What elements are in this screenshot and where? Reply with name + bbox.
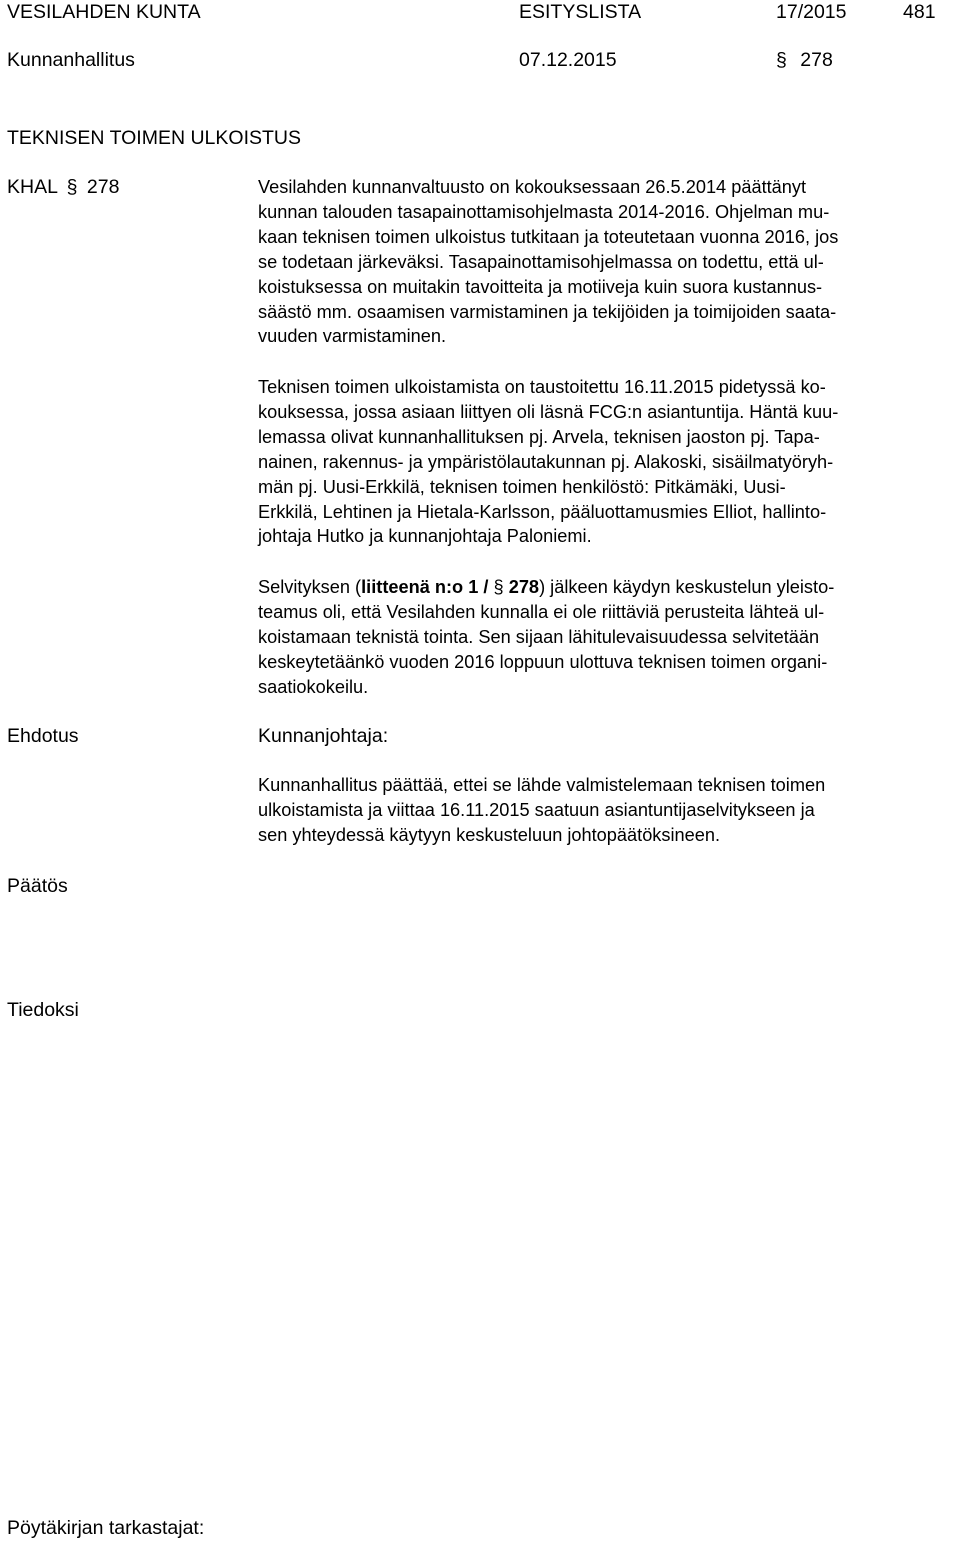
paragraph-line: ulkoistamista ja viittaa 16.11.2015 saatuun asiantuntijaselvitykseen ja (258, 799, 815, 820)
reviewers-label: Pöytäkirjan tarkastajat: (7, 1517, 205, 1539)
paragraph-line: se todetaan järkeväksi. Tasapainottamisohjelmassa on todettu, että ul- (258, 251, 824, 272)
paragraph-line: säästö mm. osaamisen varmistaminen ja tekijöiden ja toimijoiden saata- (258, 301, 837, 322)
info-label: Tiedoksi (7, 999, 79, 1021)
paragraph-line: sen yhteydessä käytyyn keskusteluun johtopäätöksineen. (258, 824, 721, 845)
reference-prefix: KHAL (7, 176, 58, 198)
background-paragraph (258, 175, 838, 349)
selvitys-text-end: ) jälkeen käydyn keskustelun yleisto- (539, 577, 835, 597)
page-title: TEKNISEN TOIMEN ULKOISTUS (7, 127, 302, 149)
proposal-label: Ehdotus (7, 725, 79, 747)
issue-number: 17/2015 (776, 1, 847, 23)
attachment-section-symbol: § (493, 577, 504, 597)
meeting-date: 07.12.2015 (519, 49, 617, 71)
paragraph-line: koistamaan teknistä tointa. Sen sijaan lähitulevaisuudessa selvitetään (258, 626, 820, 647)
decision-label: Päätös (7, 875, 68, 897)
paragraph-line: saatiokokeilu. (258, 676, 369, 697)
body-name: Kunnanhallitus (7, 49, 135, 71)
section-ref (776, 48, 833, 72)
selvitys-paragraph (258, 575, 834, 700)
reference (7, 175, 119, 199)
paragraph-line (258, 575, 834, 600)
paragraph-line: lemassa olivat kunnanhallituksen pj. Arvela, teknisen jaoston pj. Tapa- (258, 426, 820, 447)
page-number: 481 (903, 1, 936, 23)
attachment-section-number: 278 (508, 577, 540, 597)
selvitys-text-start: Selvityksen ( (258, 577, 362, 597)
paragraph-line: nainen, rakennus- ja ympäristölautakunnan pj. Alakoski, sisäilmatyöryh- (258, 451, 834, 472)
paragraph-line: kaan teknisen toimen ulkoistus tutkitaan ja toteutetaan vuonna 2016, jos (258, 226, 839, 247)
paragraph-line: vuuden varmistaminen. (258, 326, 447, 347)
reference-number: 278 (86, 176, 120, 198)
attachment-ref: liitteenä n:o 1 / (361, 577, 489, 597)
paragraph-line: johtaja Hutko ja kunnanjohtaja Paloniemi. (258, 526, 592, 547)
background-paragraph (258, 375, 838, 549)
proposer: Kunnanjohtaja: (258, 725, 389, 747)
paragraph-line: keskeytetäänkö vuoden 2016 loppuun ulottuva teknisen toimen organi- (258, 651, 828, 672)
paragraph-line: kouksessa, jossa asiaan liittyen oli läsnä FCG:n asiantuntija. Häntä kuu- (258, 401, 839, 422)
paragraph-line: Vesilahden kunnanvaltuusto on kokouksessaan 26.5.2014 päättänyt (258, 177, 807, 197)
proposal-paragraph (258, 773, 825, 848)
paragraph-line: koistuksessa on muitakin tavoitteita ja motiiveja kuin suora kustannus- (258, 276, 823, 297)
org-name: VESILAHDEN KUNTA (7, 1, 201, 23)
paragraph-line: teamus oli, että Vesilahden kunnalla ei ole riittäviä perusteita lähteä ul- (258, 601, 825, 622)
paragraph-line: kunnan talouden tasapainottamisohjelmasta 2014-2016. Ohjelman mu- (258, 201, 830, 222)
paragraph-line: män pj. Uusi-Erkkilä, teknisen toimen henkilöstö: Pitkämäki, Uusi- (258, 476, 786, 497)
section-number: 278 (800, 49, 833, 71)
reference-symbol: § (66, 176, 78, 198)
paragraph-line: Kunnanhallitus päättää, ettei se lähde valmistelemaan teknisen toimen (258, 775, 826, 795)
paragraph-line: Erkkilä, Lehtinen ja Hietala-Karlsson, pääluottamusmies Elliot, hallinto- (258, 501, 827, 522)
section-symbol: § (776, 49, 787, 71)
paragraph-line: Teknisen toimen ulkoistamista on taustoitettu 16.11.2015 pidetyssä ko- (258, 377, 826, 397)
document-type: ESITYSLISTA (519, 1, 642, 23)
